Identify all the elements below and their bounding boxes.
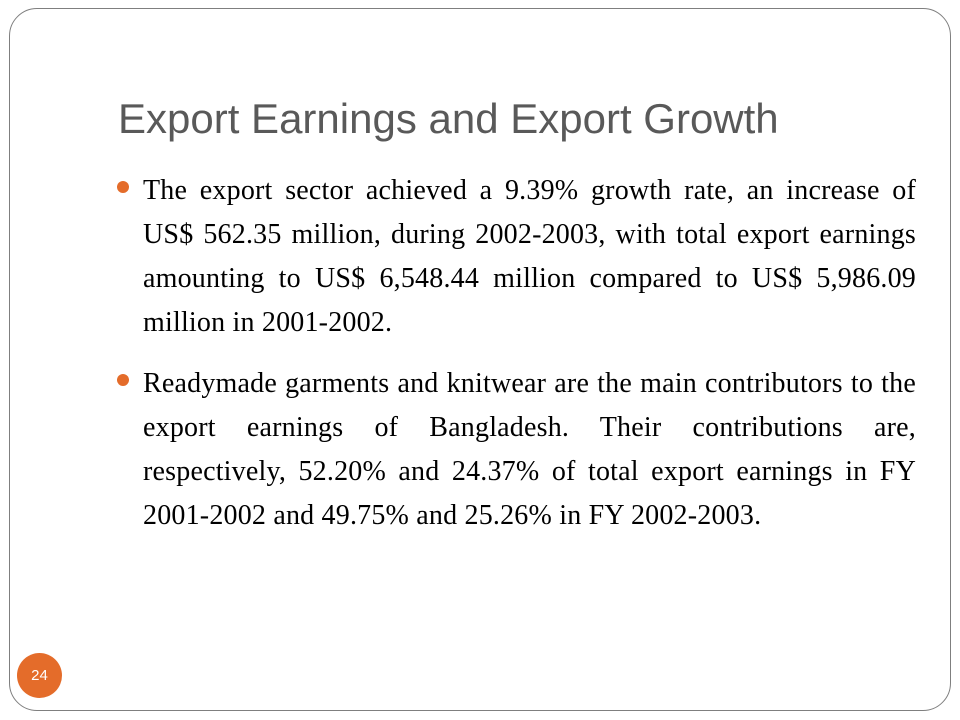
slide-title: Export Earnings and Export Growth	[118, 95, 779, 142]
bullet-icon	[117, 181, 129, 193]
bullet-text: The export sector achieved a 9.39% growth rate, an increase of US$ 562.35 million, during 2002-2003, with total export earnings amounting to US$ 6,548.44 million compared to US$ 5,986.09 million in 2001-2002.	[143, 175, 916, 338]
page-number-badge: 24	[17, 653, 62, 698]
bullet-list	[114, 169, 916, 555]
bullet-text: Readymade garments and knitwear are the main contributors to the export earnings of Bangladesh. Their contributions are, respectively, 52.20% and 24.37% of total export earnings in FY 2001-2002 and 49.75% and 25.26% in FY 2002-2003.	[143, 368, 916, 531]
slide-frame	[9, 8, 951, 711]
bullet-item	[114, 362, 916, 538]
bullet-item	[114, 169, 916, 345]
bullet-icon	[117, 374, 129, 386]
